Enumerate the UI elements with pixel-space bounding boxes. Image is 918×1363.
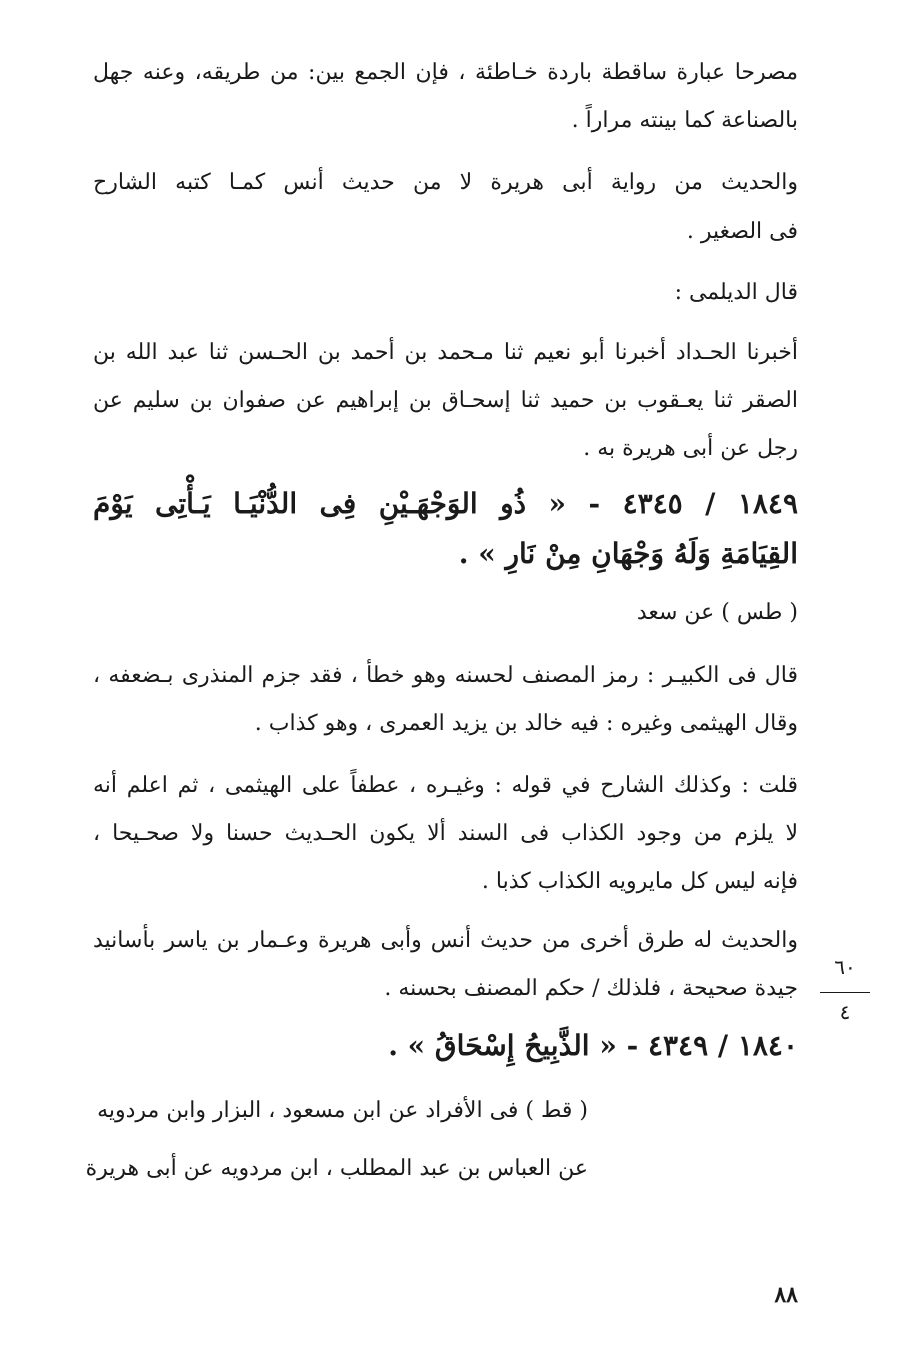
text-line: وقال الهيثمى وغيره : فيه خالد بن يزيد العمرى ، وهو كذاب . xyxy=(254,711,798,736)
source-line: ( طس ) عن سعد xyxy=(636,600,798,625)
margin-note-bottom: ٤ xyxy=(839,1000,851,1024)
text-line: والحديث له طرق أخرى من حديث أنس وأبى هريرة وعـمار بن ياسر بأسانيد xyxy=(93,928,798,953)
text-line: أخبرنا الحـداد أخبرنا أبو نعيم ثنا مـحمد بن أحمد بن الحـسن ثنا عبد الله بن xyxy=(93,340,798,365)
hadith-heading: ١٨٤٩ / ٤٣٤٥ - « ذُو الوَجْهَـيْنِ فِى الدُّنْيَـا يَـأْتِى يَوْمَ xyxy=(93,487,798,520)
text-line: رجل عن أبى هريرة به . xyxy=(583,436,798,461)
section-heading: قال الديلمى : xyxy=(674,280,798,305)
text-line: قلت : وكذلك الشارح في قوله : وغيـره ، عطفاً على الهيثمى ، ثم اعلم أنه xyxy=(93,773,798,798)
text-line: فإنه ليس كل مايرويه الكذاب كذبا . xyxy=(481,869,798,894)
text-line: فى الصغير . xyxy=(686,219,798,244)
text-line: لا يلزم من وجود الكذاب فى السند ألا يكون الحـديث حسنا ولا صحـيحا ، xyxy=(93,821,798,846)
text-line: جيدة صحيحة ، فلذلك / حكم المصنف بحسنه . xyxy=(384,976,798,1001)
hadith-heading: ١٨٤٠ / ٤٣٤٩ - « الذَّبِيحُ إِسْحَاقُ » . xyxy=(388,1029,798,1062)
text-line: والحديث من رواية أبى هريرة لا من حديث أنس كمـا كتبه الشارح xyxy=(93,170,798,195)
source-line: عن العباس بن عبد المطلب ، ابن مردويه عن أبى هريرة xyxy=(85,1156,588,1181)
text-line: قال فى الكبيـر : رمز المصنف لحسنه وهو خطأ ، فقد جزم المنذرى بـضعفه ، xyxy=(93,663,798,688)
text-line: بالصناعة كما بينته مراراً . xyxy=(571,108,798,133)
source-line: ( قط ) فى الأفراد عن ابن مسعود ، البزار وابن مردويه xyxy=(97,1098,588,1123)
hadith-heading: القِيَامَةِ وَلَهُ وَجْهَانِ مِنْ نَارِ » . xyxy=(458,537,798,570)
text-line: الصقر ثنا يعـقوب بن حميد ثنا إسحـاق بن إبراهيم عن صفوان بن سليم عن xyxy=(93,388,798,413)
margin-note-rule xyxy=(820,992,870,993)
text-line: مصرحا عبارة ساقطة باردة خـاطئة ، فإن الجمع بين: من طريقه، وعنه جهل xyxy=(93,60,798,85)
margin-note-top: ٦٠ xyxy=(834,955,856,979)
page-number: ٨٨ xyxy=(774,1282,798,1308)
